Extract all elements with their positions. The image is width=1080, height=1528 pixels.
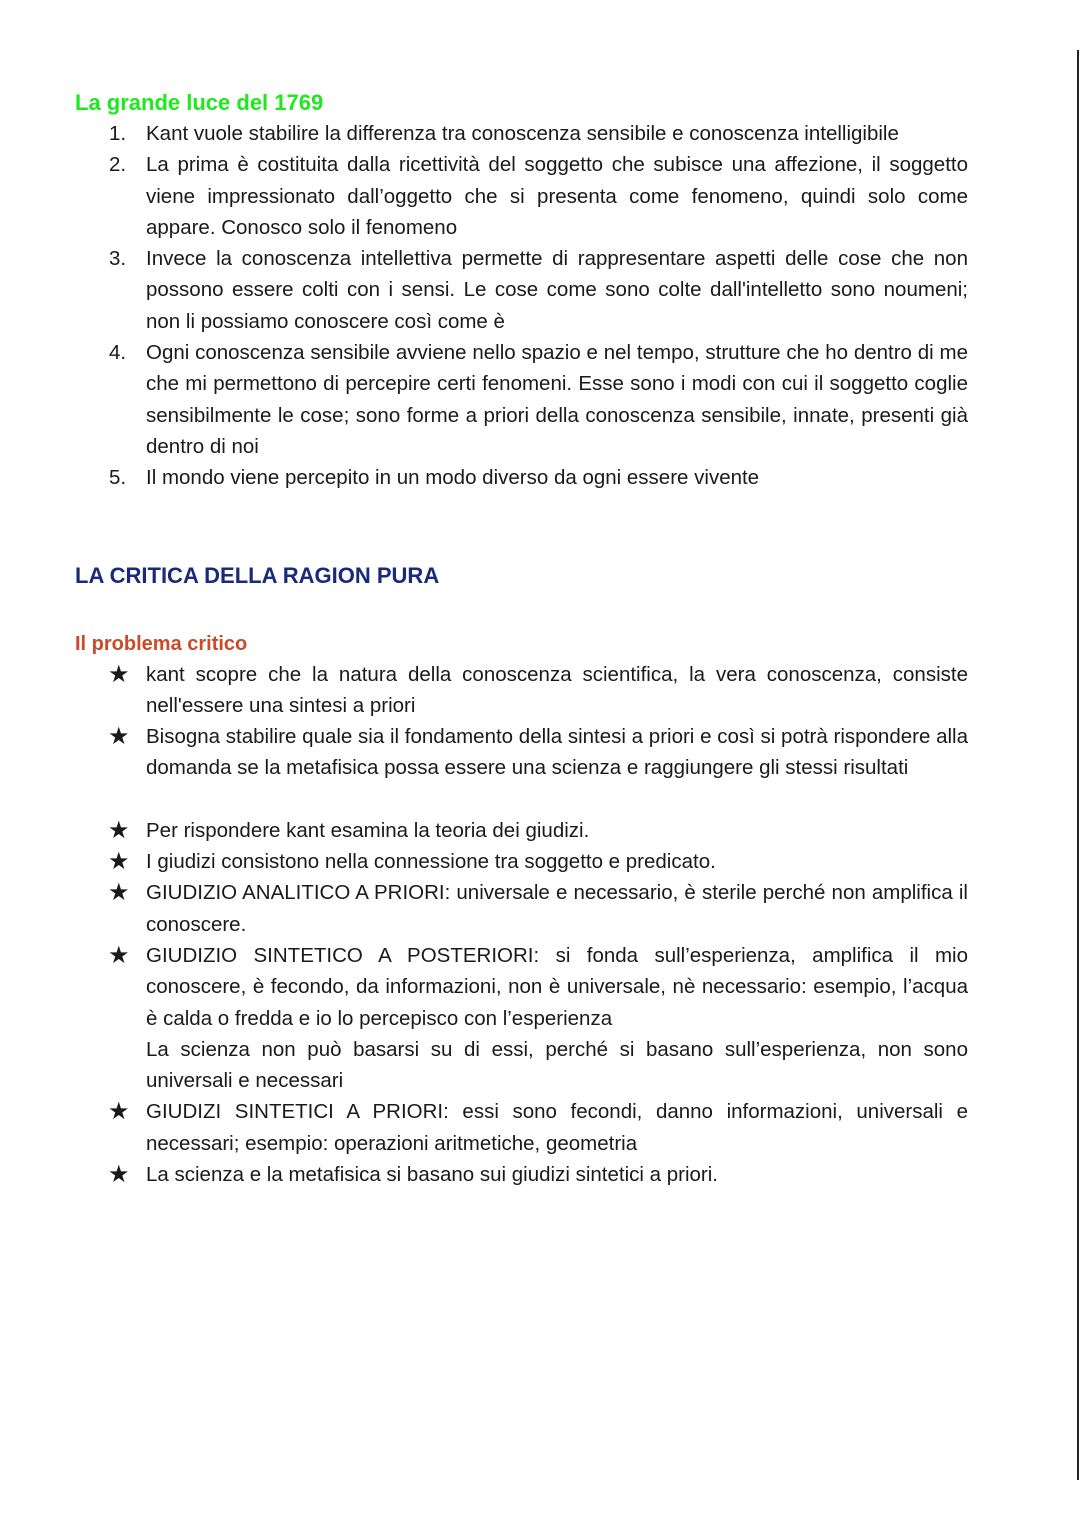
list-item [75, 940, 968, 1096]
star-list-b [75, 815, 968, 1191]
list-item [75, 149, 968, 243]
content [75, 88, 968, 1190]
star-bullet-icon: ★ [108, 941, 130, 969]
list-item-continuation: La scienza non può basarsi su di essi, perché si basano sull’esperienza, non sono universali e necessari [146, 1037, 968, 1093]
star-bullet-icon: ★ [108, 660, 130, 688]
list-item [75, 877, 968, 940]
list-item-text: Ogni conoscenza sensibile avviene nello spazio e nel tempo, strutture che ho dentro di me che mi permettono di percepire certi fenomeni. Esse sono i modi con cui il soggetto coglie sensibilmente le cose; sono forme a priori della conoscenza sensibile, innate, presenti già dentro di noi [146, 341, 968, 458]
list-number: 1. [109, 122, 127, 145]
list-item-text: Invece la conoscenza intellettiva permette di rappresentare aspetti delle cose che non possono essere colti con i sensi. Le cose come sono colte dall'intelletto sono noumeni; non li possiamo conoscere così come è [146, 247, 968, 333]
list-number: 3. [109, 247, 127, 271]
star-bullet-icon: ★ [108, 1098, 130, 1126]
subsection-heading-problema-critico: Il problema critico [75, 632, 248, 655]
list-item-text: Kant vuole stabilire la differenza tra conoscenza sensibile e conoscenza intelligibile [146, 122, 899, 145]
list-item-text: GIUDIZIO SINTETICO A POSTERIORI: si fonda sull’esperienza, amplifica il mio conoscere, è fecondo, da informazioni, non è universale, nè necessario: esempio, l’acqua è calda o fredda e io lo percepisco con l’esperienza [146, 943, 968, 1030]
list-item-text: kant scopre che la natura della conoscenza scientifica, la vera conoscenza, consiste nell'essere una sintesi a priori [146, 662, 968, 717]
list-number: 2. [109, 153, 127, 177]
list-item [75, 337, 968, 462]
list-number: 4. [109, 341, 127, 365]
star-bullet-icon: ★ [108, 1161, 130, 1189]
star-bullet-icon: ★ [108, 723, 130, 751]
list-item-text: Il mondo viene percepito in un modo diverso da ogni essere vivente [146, 466, 760, 490]
list-item-text: I giudizi consistono nella connessione tra soggetto e predicato. [146, 850, 716, 874]
list-item [75, 243, 968, 337]
list-item-text: Per rispondere kant esamina la teoria dei giudizi. [146, 818, 590, 842]
section-heading-grande-luce: La grande luce del 1769 [75, 90, 324, 115]
list-gap [75, 784, 968, 815]
list-item-text: GIUDIZI SINTETICI A PRIORI: essi sono fecondi, danno informazioni, universali e necessari; esempio: operazioni aritmetiche, geometria [146, 1100, 968, 1155]
star-bullet-icon: ★ [108, 879, 130, 907]
list-item [75, 815, 968, 846]
list-item [75, 1159, 968, 1190]
list-item-text: GIUDIZIO ANALITICO A PRIORI: universale e necessario, è sterile perché non amplifica il conoscere. [146, 881, 968, 936]
list-item [75, 462, 968, 493]
list-item [75, 118, 968, 149]
list-item [75, 659, 968, 722]
list-item [75, 846, 968, 877]
page-edge-line [1077, 50, 1079, 1480]
section-heading-critica: LA CRITICA DELLA RAGION PURA [75, 562, 440, 588]
numbered-list [75, 118, 968, 494]
star-bullet-icon: ★ [108, 816, 130, 844]
list-item [75, 721, 968, 784]
star-bullet-icon: ★ [108, 848, 130, 876]
star-list-a [75, 659, 968, 784]
list-item-text: La scienza e la metafisica si basano sui giudizi sintetici a priori. [146, 1163, 718, 1187]
list-number: 5. [109, 466, 127, 490]
list-item [75, 1096, 968, 1159]
list-item-text: Bisogna stabilire quale sia il fondamento della sintesi a priori e così si potrà rispondere alla domanda se la metafisica possa essere una scienza e raggiungere gli stessi risultati [146, 725, 968, 780]
list-item-text: La prima è costituita dalla ricettività del soggetto che subisce una affezione, il soggetto viene impressionato dall’oggetto che si presenta come fenomeno, quindi solo come appare. Conosco solo il fenomeno [146, 153, 968, 239]
